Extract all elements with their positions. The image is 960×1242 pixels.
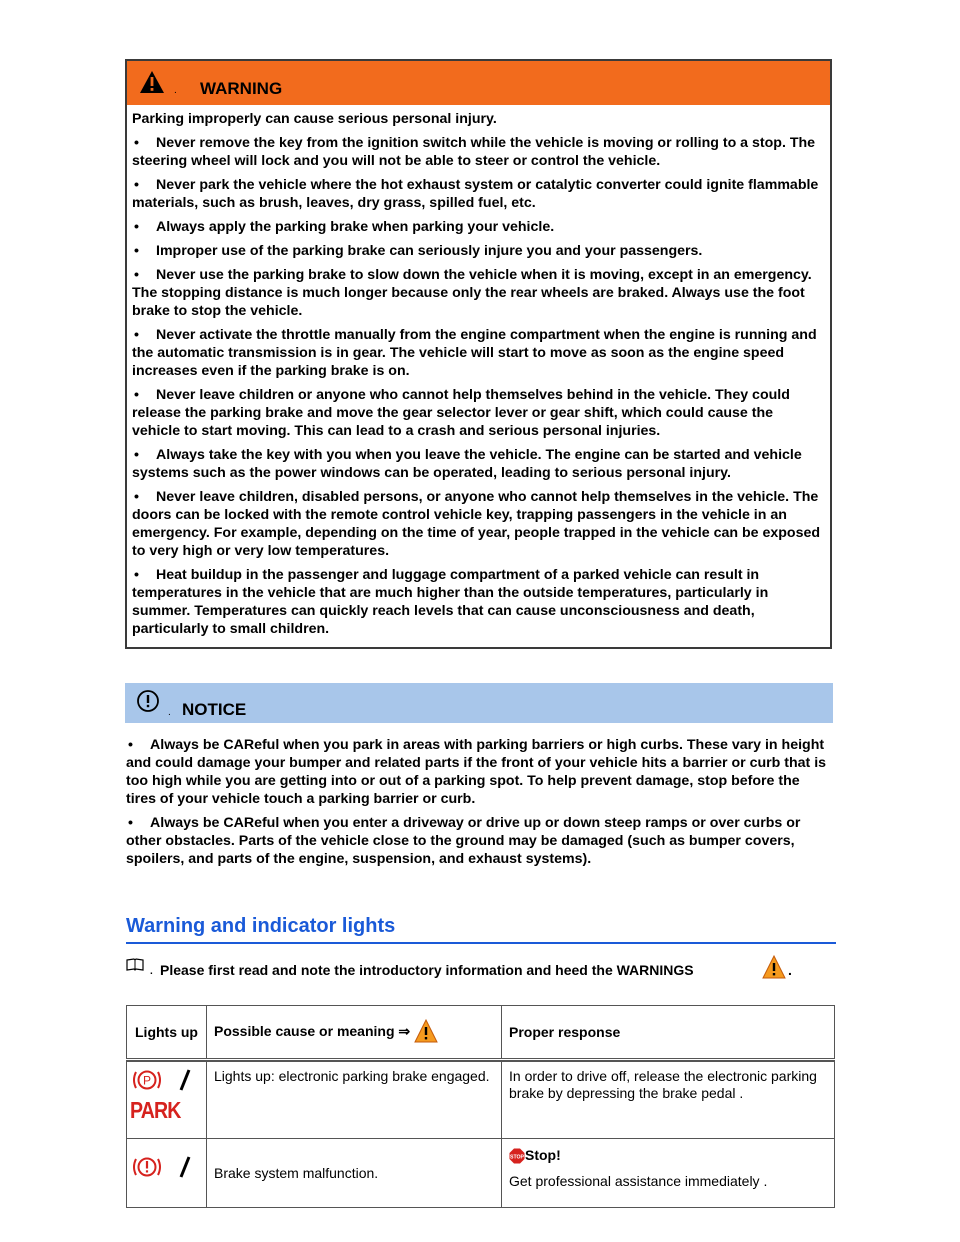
warning-item: • Never remove the key from the ignition switch while the vehicle is moving or rolling to a stop. The steering wheel will lock and you will not be able to steer or control the vehicle. [132, 134, 825, 170]
table-header-row [127, 1006, 835, 1060]
stop-label: Stop! [525, 1147, 561, 1163]
lights-cell [127, 1062, 207, 1139]
indicator-lights-table [126, 1005, 835, 1208]
slash-separator [178, 1069, 192, 1091]
warning-title: WARNING [200, 79, 283, 98]
warning-item: • Never leave children, disabled persons, or anyone who cannot help themselves in the vehicle. The doors can be locked with the remote control vehicle key, trapping passengers in the vehicle in an emergency. For example, depending on the time of year, people trapped in the vehicle can be exposed to very high or very low temperatures. [132, 488, 825, 560]
warning-item: • Improper use of the parking brake can seriously injure you and your passengers. [132, 242, 825, 260]
svg-text:P: P [142, 1073, 152, 1088]
intro-dot: . [150, 966, 153, 977]
exclamation-circle-icon [136, 689, 160, 718]
brake-warning-indicator-icon [132, 1154, 162, 1180]
warning-triangle-icon[interactable] [414, 1018, 438, 1047]
warning-item: • Heat buildup in the passenger and luggage compartment of a parked vehicle can result in temperatures in the vehicle that are much higher than the outside temperatures, particularly in summer. Temperatures can quickly reach levels that can cause unconsciousness and death, particularly to small children. [132, 566, 825, 638]
notice-dot: . [168, 707, 171, 718]
notice-item: • Always be CAReful when you enter a driveway or drive up or down steep ramps or over curbs or other obstacles. Parts of the vehicle close to the ground may be damaged (such as bumper covers, spoilers, and parts of the engine, suspension, and exhaust systems). [126, 814, 832, 868]
lights-cell [127, 1139, 207, 1208]
slash-separator [178, 1156, 192, 1178]
warning-triangle-icon [139, 70, 165, 99]
notice-body [126, 736, 832, 874]
meaning-cell: Brake system malfunction. [207, 1139, 502, 1208]
response-text: Get professional assistance immediately . [509, 1173, 768, 1190]
stop-line [509, 1147, 827, 1164]
warning-item: • Never park the vehicle where the hot exhaust system or catalytic converter could ignite flammable materials, such as brush, leaves, dry grass, spilled fuel, etc. [132, 176, 825, 212]
intro-text: Please first read and note the introductory information and heed the WARNINGS [160, 962, 694, 978]
col-lights-up: Lights up [127, 1006, 207, 1060]
intro-after: . [788, 962, 792, 978]
stop-icon-text: STOP [509, 1154, 525, 1161]
warning-body [127, 105, 830, 638]
table-row [127, 1062, 835, 1139]
warning-header [127, 61, 830, 105]
table-row [127, 1139, 835, 1208]
warning-item: • Never leave children or anyone who cannot help themselves behind in the vehicle. They could release the parking brake and move the gear selector lever or gear shift, which could cause the vehicle to start moving. This can lead to a crash and serious personal injuries. [132, 386, 825, 440]
notice-item: • Always be CAReful when you park in areas with parking barriers or high curbs. These vary in height and could damage your bumper and related parts if the front of your vehicle hits a barrier or curb that is too high while you are getting into or out of a parking spot. To help prevent damage, stop before the tires of your vehicle touch a parking barrier or curb. [126, 736, 832, 808]
warning-box [125, 59, 832, 649]
col-cause-label: Possible cause or meaning ⇒ [214, 1022, 411, 1039]
warning-item: • Always take the key with you when you leave the vehicle. The engine can be started and vehicle systems such as the power windows can be operated, leading to serious personal injury. [132, 446, 825, 482]
intro-line [126, 954, 832, 984]
warning-item: • Always apply the parking brake when parking your vehicle. [132, 218, 825, 236]
response-cell [502, 1139, 835, 1208]
warning-item: • Never activate the throttle manually from the engine compartment when the engine is running and the automatic transmission is in gear. The vehicle will start to move as soon as the engine speed increases even if the parking brake is on. [132, 326, 825, 380]
stop-sign-icon [509, 1148, 525, 1164]
warning-triangle-icon[interactable] [762, 954, 786, 983]
meaning-cell: Lights up: electronic parking brake engaged. [207, 1062, 502, 1139]
warning-dot: . [174, 85, 177, 96]
park-label: PARK [130, 1097, 181, 1123]
parking-brake-indicator-icon [132, 1067, 162, 1093]
open-book-icon[interactable] [126, 958, 144, 975]
section-title: Warning and indicator lights [126, 915, 836, 944]
col-response: Proper response [502, 1006, 835, 1060]
notice-title: NOTICE [182, 700, 247, 719]
warning-item: • Never use the parking brake to slow down the vehicle when it is moving, except in an emergency. The stopping distance is much longer because only the rear wheels are braked. Always use the foot brake to stop the vehicle. [132, 266, 825, 320]
col-cause [207, 1006, 502, 1060]
warning-intro: Parking improperly can cause serious personal injury. [132, 111, 497, 127]
response-cell: In order to drive off, release the electronic parking brake by depressing the brake pedal . [502, 1062, 835, 1139]
notice-header [125, 683, 833, 723]
